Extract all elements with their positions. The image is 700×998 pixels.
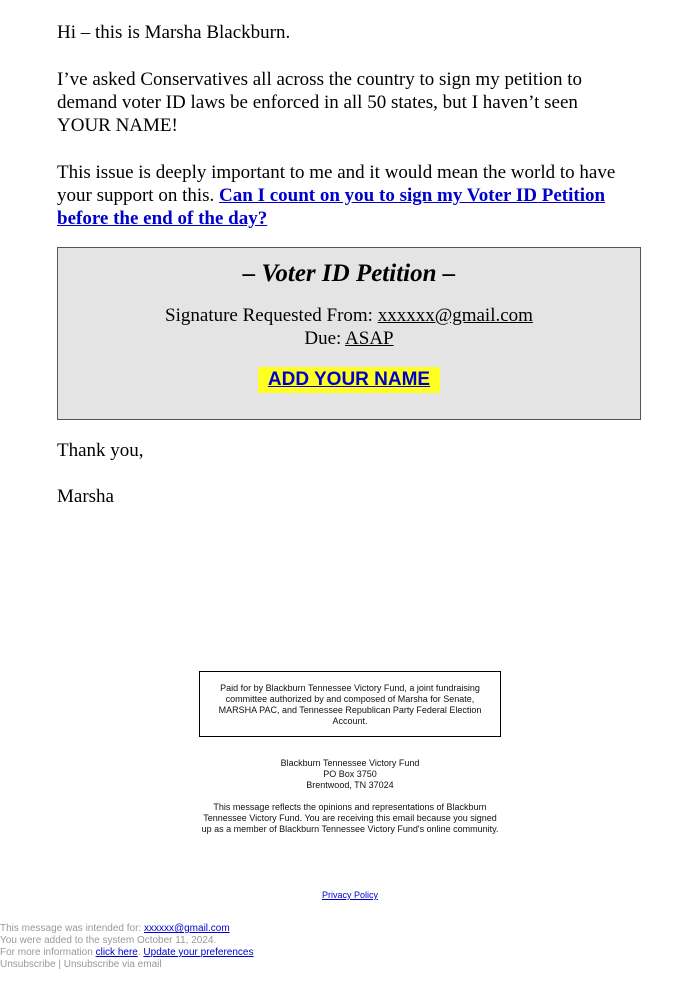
- address-line: Blackburn Tennessee Victory Fund: [280, 758, 420, 768]
- added-line: You were added to the system October 11, 2024.: [0, 935, 217, 946]
- unsubscribe-link[interactable]: Unsubscribe: [0, 959, 56, 970]
- paragraph-ask-text: This issue is deeply important to me and it would mean the world to have your support on this.: [57, 162, 616, 206]
- intended-line: [0, 923, 253, 935]
- mailing-address: [200, 758, 500, 791]
- privacy-wrap: [200, 890, 500, 901]
- address-line: Brentwood, TN 37024: [306, 780, 394, 790]
- add-name-wrap: [58, 367, 640, 393]
- petition-title: – Voter ID Petition –: [242, 260, 456, 287]
- greeting-text: Hi – this is Marsha Blackburn.: [57, 22, 291, 43]
- signature-line: [58, 304, 640, 327]
- more-info-line: [0, 947, 253, 959]
- signature-email: xxxxxx@gmail.com: [377, 305, 533, 326]
- pipe-separator: |: [55, 959, 64, 970]
- intended-label: This message was intended for:: [0, 923, 144, 934]
- petition-box: [57, 247, 641, 420]
- due-label: Due:: [304, 328, 346, 349]
- address-line: PO Box 3750: [323, 769, 377, 779]
- thanks-text: Thank you,: [57, 440, 144, 461]
- sign-petition-link[interactable]: Can I count on you to sign my Voter ID Petition before the end of the day?: [57, 185, 606, 229]
- opinions-notice: This message reflects the opinions and representations of Blackburn Tennessee Victory Fund. You are receiving this email because you signed up as a member of Blackburn Tennessee Victory Fund's online community.: [201, 802, 499, 834]
- privacy-policy-link[interactable]: Privacy Policy: [321, 890, 378, 900]
- unsubscribe-email-link[interactable]: Unsubscribe via email: [63, 959, 162, 970]
- email-footer: [0, 923, 253, 971]
- due-line: [58, 327, 640, 350]
- paragraph-ask: [57, 161, 627, 230]
- click-here-link[interactable]: click here: [95, 947, 138, 958]
- signature-label: Signature Requested From:: [165, 305, 378, 326]
- intended-email-link[interactable]: xxxxxx@gmail.com: [143, 923, 230, 934]
- update-preferences-link[interactable]: Update your preferences: [143, 947, 254, 958]
- signoff-text: Marsha: [57, 486, 114, 507]
- separator-text: .: [137, 947, 144, 958]
- paid-for-disclaimer: Paid for by Blackburn Tennessee Victory Fund, a joint fundraising committee authorized by and composed of Marsha for Senate, MARSHA PAC, and Tennessee Republican Party Federal Election Account.: [199, 671, 501, 737]
- paragraph-intro: I’ve asked Conservatives all across the country to sign my petition to demand voter ID laws be enforced in all 50 states, but I haven’t seen YOUR NAME!: [57, 69, 583, 136]
- unsubscribe-line: [0, 959, 253, 971]
- more-info-label: For more information: [0, 947, 96, 958]
- add-your-name-button[interactable]: ADD YOUR NAME: [258, 367, 440, 393]
- due-value: ASAP: [345, 328, 394, 349]
